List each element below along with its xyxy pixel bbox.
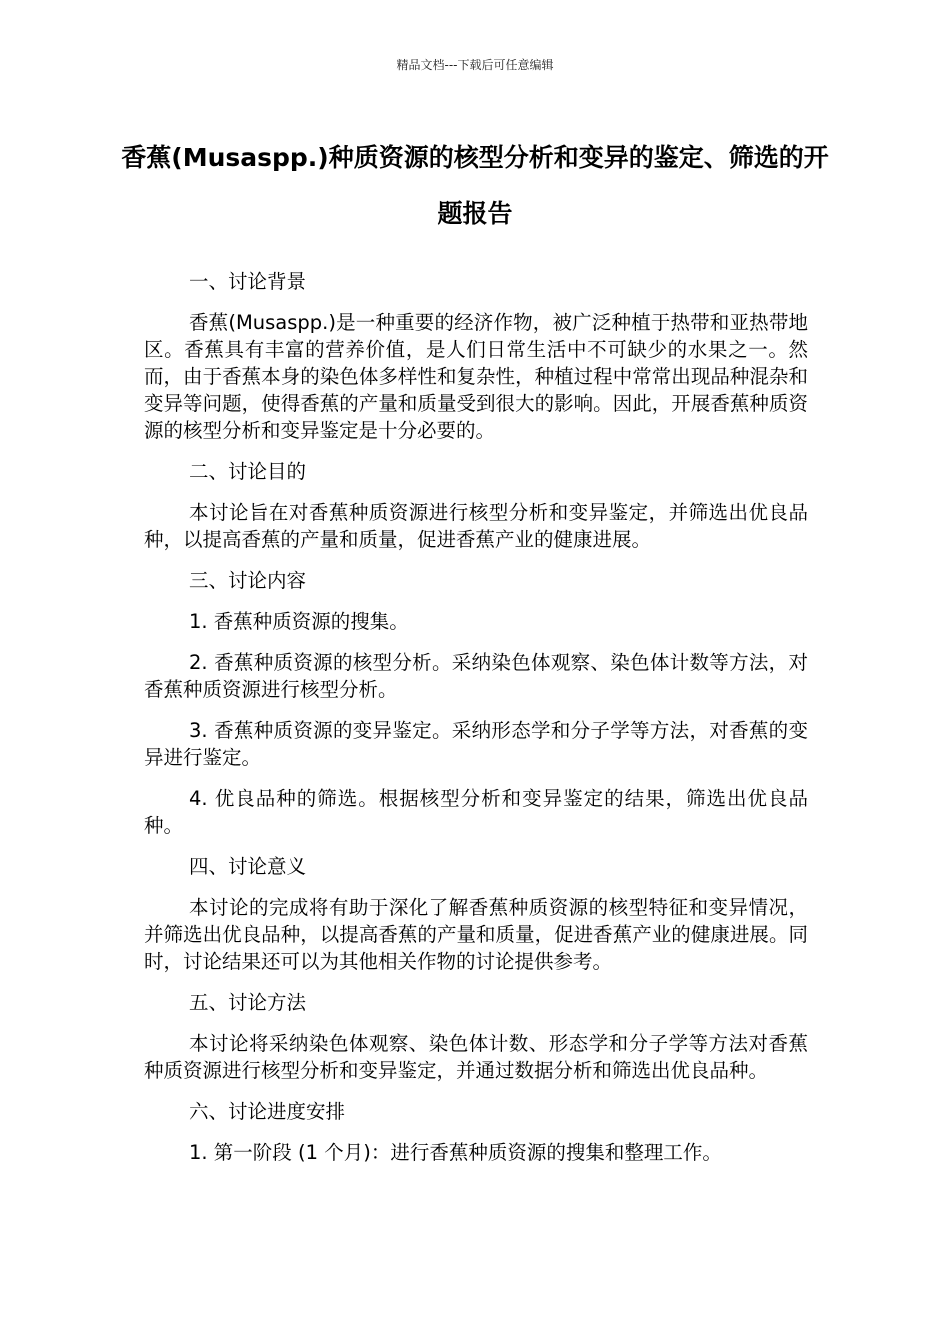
section-heading-method: 五、讨论方法 — [189, 991, 307, 1014]
section-heading-purpose: 二、讨论目的 — [189, 460, 307, 483]
document-title: 香蕉(Musaspp.)种质资源的核型分析和变异的鉴定、筛选的开题报告 — [121, 143, 829, 228]
section-heading-background: 一、讨论背景 — [189, 270, 307, 293]
section-heading-content: 三、讨论内容 — [189, 569, 307, 592]
section-text-significance: 本讨论的完成将有助于深化了解香蕉种质资源的核型特征和变异情况，并筛选出优良品种，以提高香蕉的产量和质量，促进香蕉产业的健康进展。同时，讨论结果还可以为其他相关作物的讨论提供参考。 — [144, 896, 808, 973]
content-item: 1. 香蕉种质资源的搜集。 — [189, 610, 409, 633]
section-text-background: 香蕉(Musaspp.)是一种重要的经济作物，被广泛种植于热带和亚热带地区。香蕉具有丰富的营养价值，是人们日常生活中不可缺少的水果之一。然而，由于香蕉本身的染色体多样性和复杂性，种植过程中常常出现品种混杂和变异等问题，使得香蕉的产量和质量受到很大的影响。因此，开展香蕉种质资源的核型分析和变异鉴定是十分必要的。 — [144, 311, 808, 442]
content-item: 4. 优良品种的筛选。根据核型分析和变异鉴定的结果，筛选出优良品种。 — [144, 787, 808, 837]
header-note: 精品文档---下载后可任意编辑 — [396, 58, 554, 72]
schedule-item: 1. 第一阶段 (1 个月)：进行香蕉种质资源的搜集和整理工作。 — [189, 1141, 722, 1164]
section-text-purpose: 本讨论旨在对香蕉种质资源进行核型分析和变异鉴定，并筛选出优良品种，以提高香蕉的产量和质量，促进香蕉产业的健康进展。 — [144, 501, 808, 551]
content-item: 3. 香蕉种质资源的变异鉴定。采纳形态学和分子学等方法，对香蕉的变异进行鉴定。 — [144, 719, 808, 769]
section-heading-significance: 四、讨论意义 — [189, 855, 307, 878]
content-item: 2. 香蕉种质资源的核型分析。采纳染色体观察、染色体计数等方法，对香蕉种质资源进行核型分析。 — [144, 651, 808, 701]
section-text-method: 本讨论将采纳染色体观察、染色体计数、形态学和分子学等方法对香蕉种质资源进行核型分析和变异鉴定，并通过数据分析和筛选出优良品种。 — [144, 1032, 808, 1082]
document-body — [144, 268, 808, 1180]
section-heading-schedule: 六、讨论进度安排 — [189, 1100, 346, 1123]
